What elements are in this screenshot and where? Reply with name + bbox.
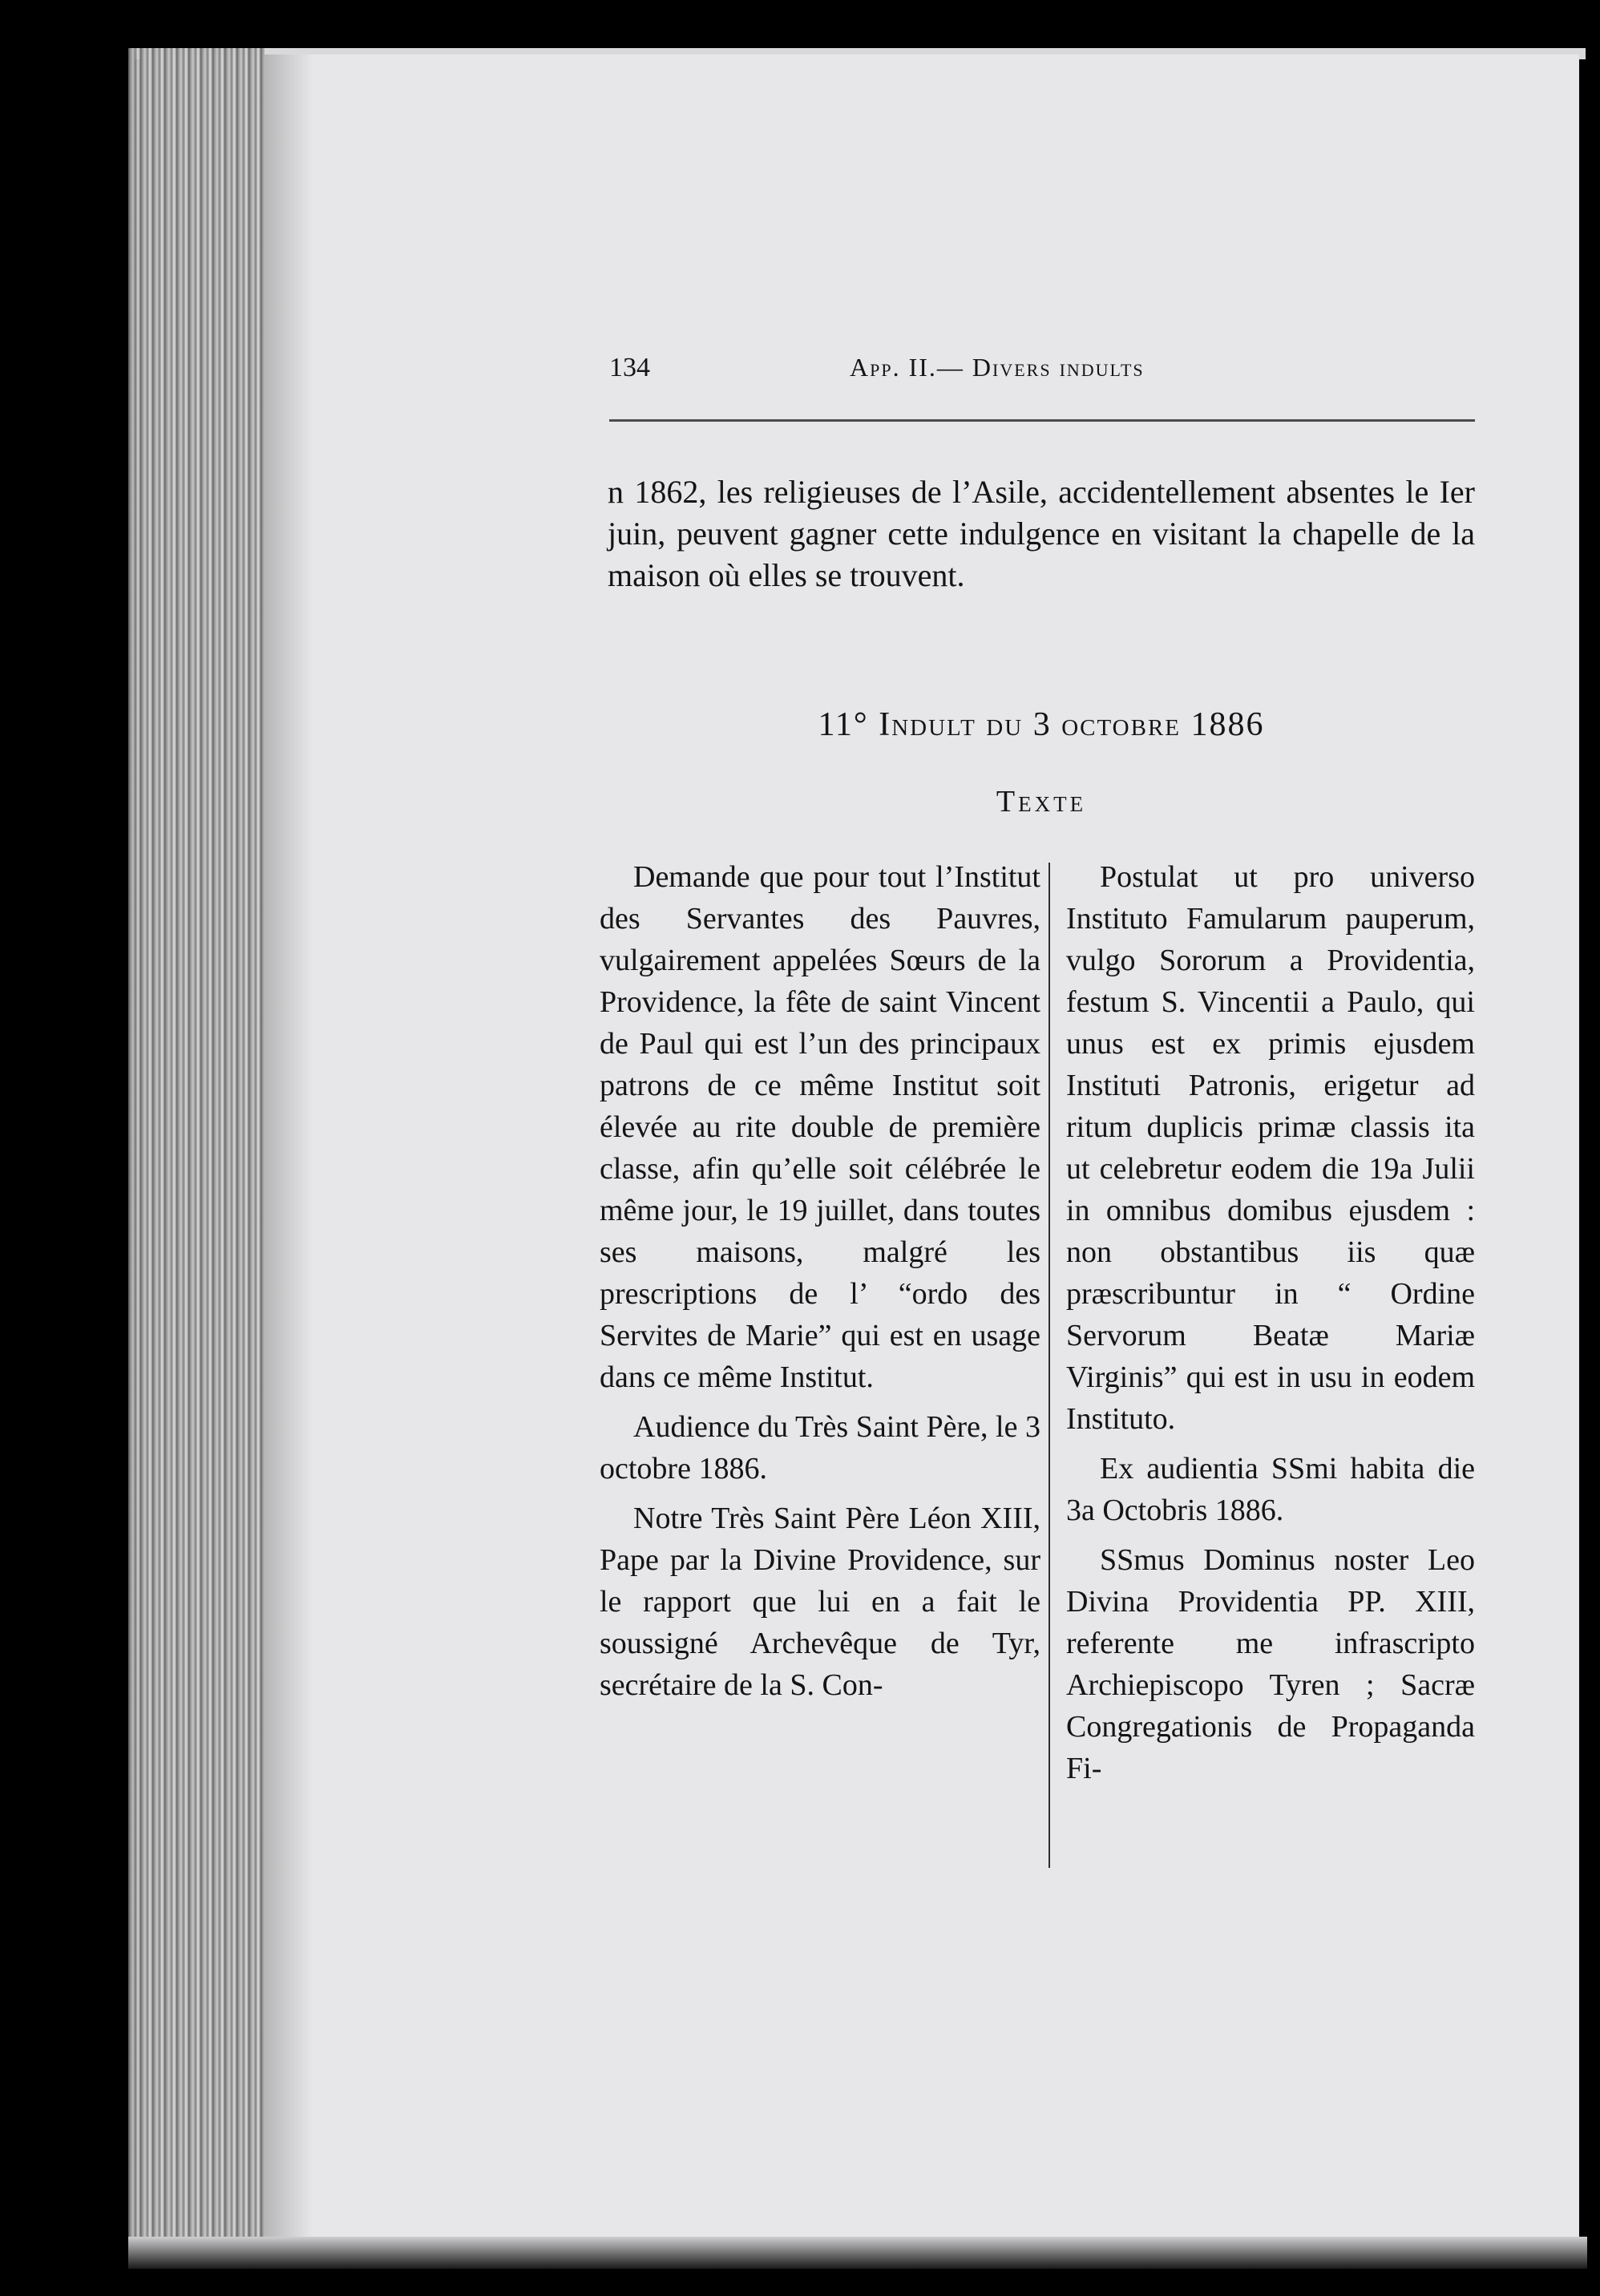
section-title: 11° Indult du 3 octobre 1886 bbox=[818, 706, 1265, 743]
page-shadow bbox=[265, 55, 313, 2253]
french-paragraph: Demande que pour tout l’Institut des Servantes des Pauvres, vulgairement appelées Sœurs de la Providence, la fête de saint Vincent de Paul qui est l’un des principaux patrons de ce même Institut soit élevée au rite double de première classe, afin qu’elle soit célébrée le même jour, le 19 juillet, dans toutes ses maisons, malgré les prescriptions de l’ “ordo des Servites de Marie” qui est en usage dans ce même Institut. bbox=[600, 860, 1040, 1394]
page-number: 134 bbox=[609, 353, 650, 382]
running-head bbox=[609, 353, 1475, 393]
french-paragraph: Audience du Très Saint Père, le 3 octobre 1886. bbox=[600, 1410, 1040, 1486]
column-divider bbox=[1048, 863, 1050, 1868]
intro-paragraph: n 1862, les religieuses de l’Asile, accidentellement absentes le Ier juin, peuvent gagner cette indulgence en visitant la chapelle de la maison où elles se trouvent. bbox=[608, 474, 1475, 593]
section-subtitle: Texte bbox=[996, 785, 1087, 819]
french-column bbox=[600, 856, 1040, 1714]
latin-paragraph: Postulat ut pro universo Instituto Famularum pauperum, vulgo Sororum a Providentia, festum S. Vincentii a Paulo, qui unus est ex primis ejusdem Instituti Patronis, erigetur ad ritum duplicis primæ classis ita ut celebretur eodem die 19a Julii in omnibus domibus ejusdem : non obstantibus iis quæ præscribuntur in “ Ordine Servorum Beatæ Mariæ Virginis” qui est in usu in eodem Instituto. bbox=[1066, 860, 1475, 1436]
header-rule bbox=[609, 419, 1475, 422]
running-head-title: App. II.— Divers indults bbox=[850, 353, 1145, 382]
latin-column bbox=[1066, 856, 1475, 1797]
intro-paragraph-block bbox=[608, 471, 1475, 596]
page-stack-edge bbox=[128, 48, 265, 2253]
latin-paragraph: SSmus Dominus noster Leo Divina Providentia PP. XIII, referente me infrascripto Archiepiscopo Tyren ; Sacræ Congregationis de Propaganda Fi- bbox=[1066, 1543, 1475, 1785]
page-bottom-edge bbox=[128, 2237, 1587, 2269]
latin-paragraph: Ex audientia SSmi habita die 3a Octobris 1886. bbox=[1066, 1452, 1475, 1527]
french-paragraph: Notre Très Saint Père Léon XIII, Pape par la Divine Providence, sur le rapport que lui en a fait le soussigné Archevêque de Tyr, secrétaire de la S. Con- bbox=[600, 1502, 1040, 1702]
